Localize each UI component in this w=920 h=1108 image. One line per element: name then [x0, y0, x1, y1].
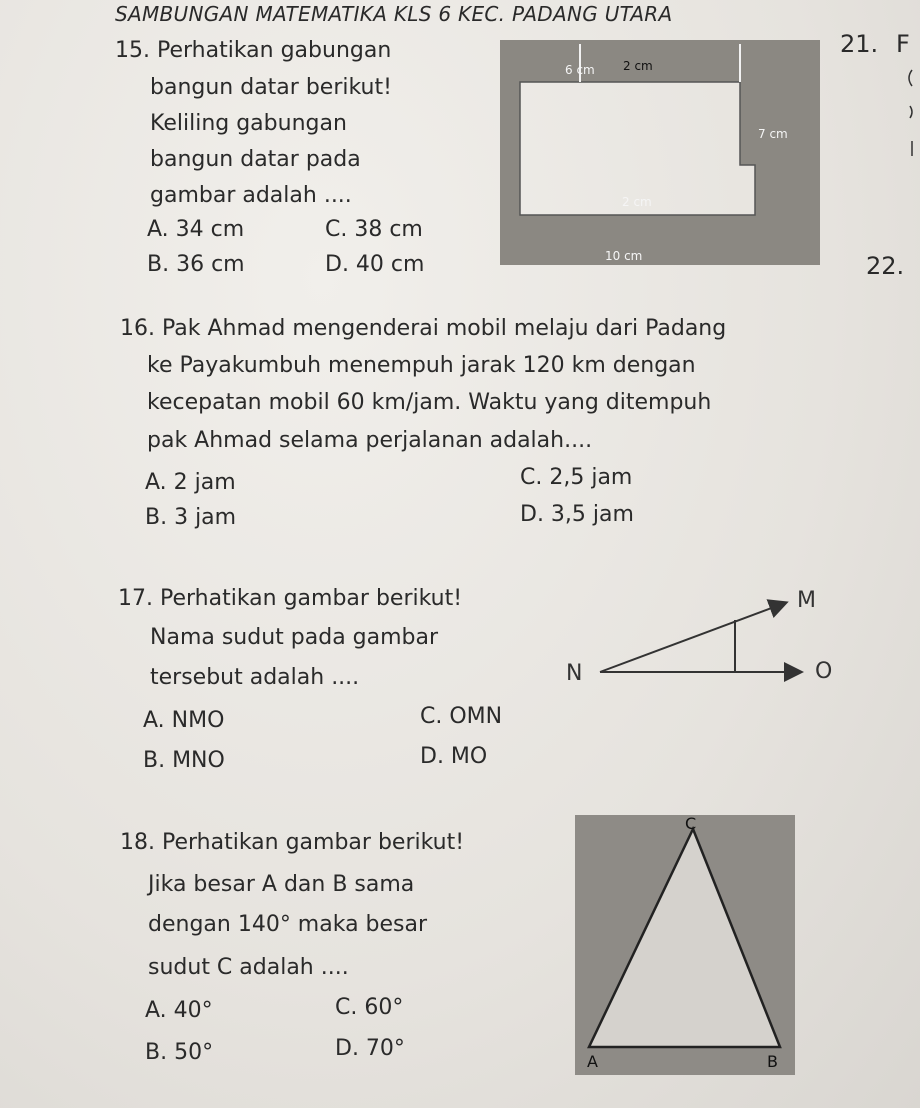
q15-option-d: D. 40 cm — [325, 252, 425, 277]
cut-parens-decor — [890, 66, 920, 176]
q15-line-4: bangun datar pada — [150, 147, 361, 172]
q16-option-d: D. 3,5 jam — [520, 502, 634, 527]
q22-number: 22. — [866, 252, 905, 280]
q18-line-4: sudut C adalah .... — [148, 955, 349, 980]
q15-line-5: gambar adalah .... — [150, 183, 352, 208]
q17-label-m: M — [797, 588, 816, 613]
q17-option-d: D. MO — [420, 744, 488, 769]
q17-ray-nm — [600, 603, 785, 672]
q17-line-1: 17. Perhatikan gambar berikut! — [118, 586, 463, 611]
q16-line-3: kecepatan mobil 60 km/jam. Waktu yang ditempuh — [147, 390, 712, 415]
q15-figure — [490, 30, 830, 270]
q15-label-10cm: 10 cm — [605, 249, 643, 263]
q18-option-b: B. 50° — [145, 1040, 214, 1065]
q16-line-4: pak Ahmad selama perjalanan adalah.... — [147, 428, 593, 453]
q15-line-2: bangun datar berikut! — [150, 75, 392, 100]
q16-line-2: ke Payakumbuh menempuh jarak 120 km dengan — [147, 353, 696, 378]
q16-line-1: 16. Pak Ahmad mengenderai mobil melaju dari Padang — [120, 316, 727, 341]
q17-line-2: Nama sudut pada gambar — [150, 625, 439, 650]
q18-figure — [575, 815, 795, 1075]
q18-line-3: dengan 140° maka besar — [148, 912, 428, 937]
q18-line-2: Jika besar A dan B sama — [148, 872, 415, 897]
q16-option-a: A. 2 jam — [145, 470, 236, 495]
q17-option-b: B. MNO — [143, 748, 225, 773]
q16-option-c: C. 2,5 jam — [520, 465, 633, 490]
q16-option-b: B. 3 jam — [145, 505, 237, 530]
q21-letter: F — [896, 30, 910, 58]
q15-label-2cm-top: 2 cm — [623, 59, 653, 73]
q17-figure — [560, 580, 850, 690]
q17-line-3: tersebut adalah .... — [150, 665, 360, 690]
q18-option-a: A. 40° — [145, 998, 213, 1023]
q18-line-1: 18. Perhatikan gambar berikut! — [120, 830, 465, 855]
q15-label-2cm-inner: 2 cm — [622, 195, 652, 209]
q17-option-c: C. OMN — [420, 704, 503, 729]
q18-label-b: B — [767, 1052, 778, 1071]
q15-line-1: 15. Perhatikan gabungan — [115, 38, 392, 63]
q17-label-n: N — [566, 661, 583, 686]
q15-option-a: A. 34 cm — [147, 217, 245, 242]
q17-option-a: A. NMO — [143, 708, 225, 733]
q15-option-c: C. 38 cm — [325, 217, 423, 242]
q21-number: 21. — [840, 30, 879, 58]
q18-label-c: C — [685, 814, 697, 833]
page-header: SAMBUNGAN MATEMATIKA KLS 6 KEC. PADANG UTARA — [115, 2, 673, 26]
q15-label-6cm: 6 cm — [565, 63, 595, 77]
q15-label-7cm: 7 cm — [758, 127, 788, 141]
q18-option-c: C. 60° — [335, 995, 404, 1020]
q18-label-a: A — [587, 1052, 598, 1071]
q18-option-d: D. 70° — [335, 1036, 405, 1061]
q15-figure-shape — [500, 40, 820, 265]
q15-option-b: B. 36 cm — [147, 252, 245, 277]
q15-line-3: Keliling gabungan — [150, 111, 347, 136]
q17-label-o: O — [815, 659, 833, 684]
